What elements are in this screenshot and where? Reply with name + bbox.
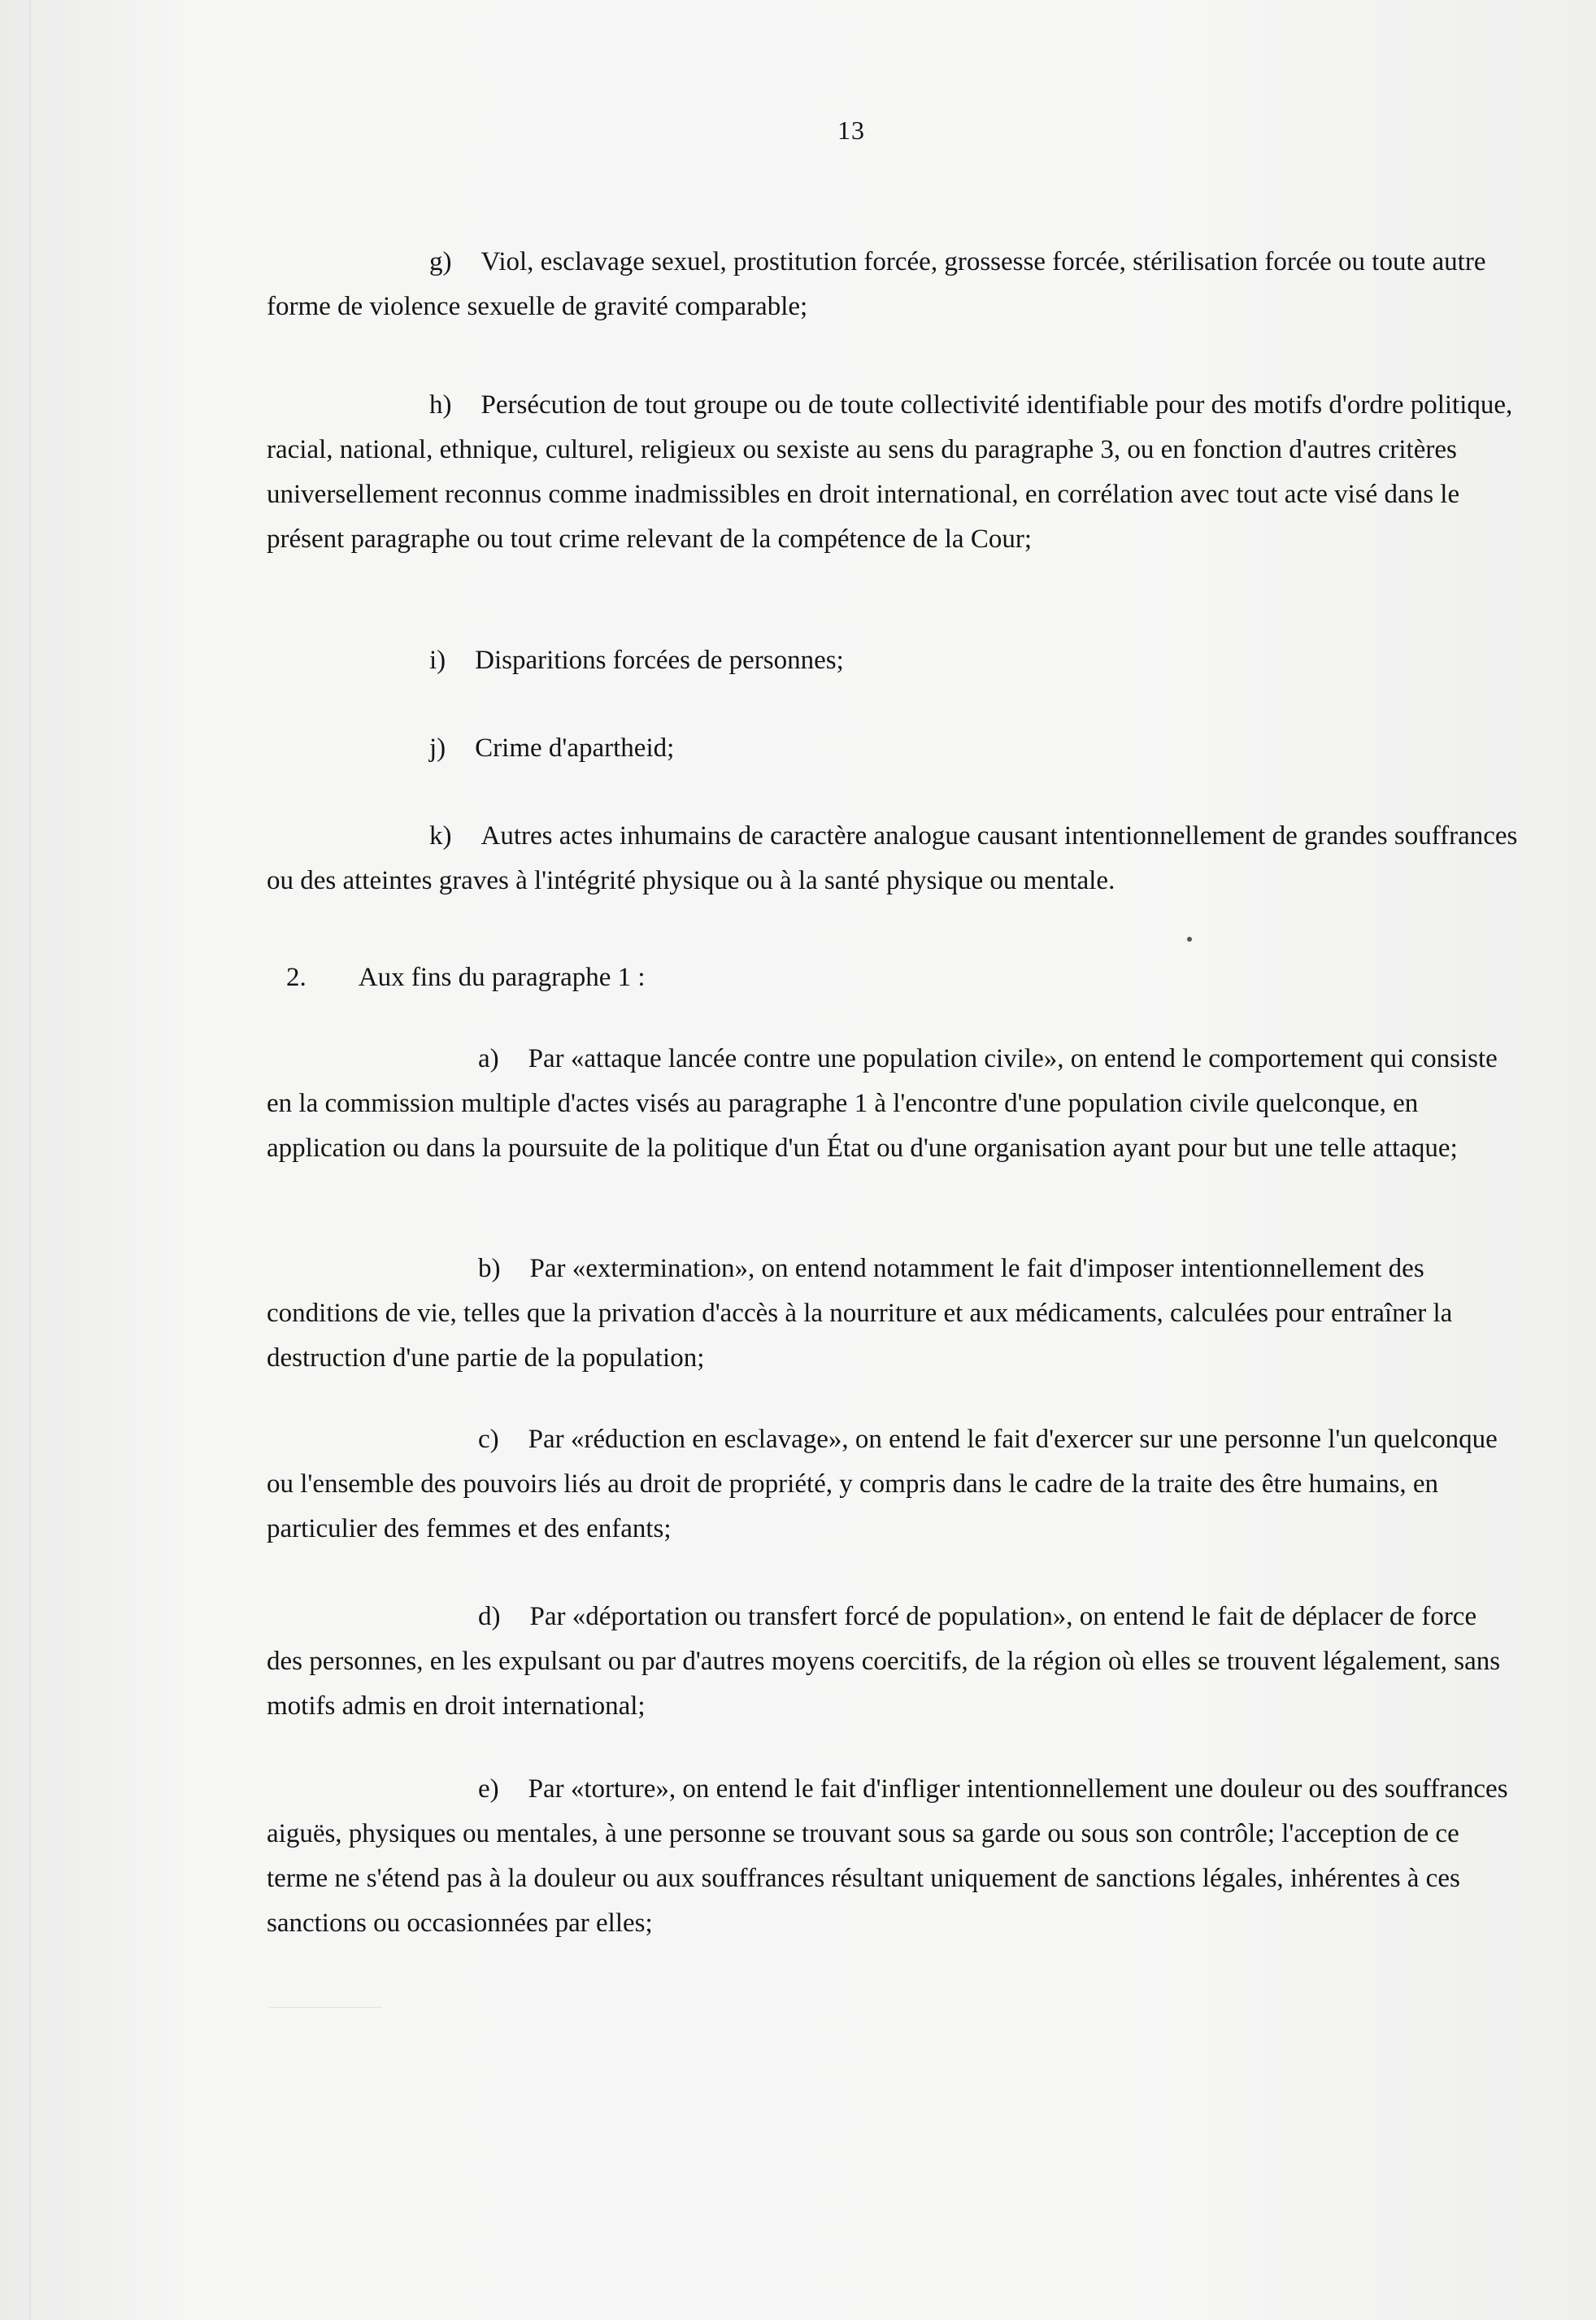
item-label: j) [429,733,446,763]
item-text: Par «extermination», on entend notamment le fait d'imposer intentionnellement des conditions de vie, telles que la privation d'accès à la nourriture et aux médicaments, calculées pour entraîner la destruction d'une partie de la population; [267,1254,1453,1373]
page-fold-shadow [29,0,32,2320]
paragraph-2-heading [267,955,1519,1000]
page-number: 13 [837,115,865,145]
item-text: Par «réduction en esclavage», on entend le fait d'exercer sur une personne l'un quelconque ou l'ensemble des pouvoirs liés au droit de propriété, y compris dans le cadre de la traite des être humains, en particulier des femmes et des enfants; [267,1425,1498,1543]
item-label: d) [478,1602,501,1631]
item-label: a) [478,1044,499,1073]
item-g [267,240,1519,329]
item-text: Disparitions forcées de personnes; [475,646,844,675]
item-label: 2. [286,963,307,992]
ink-dot [1187,937,1192,942]
item-label: c) [478,1425,499,1454]
faint-rule [268,2007,382,2008]
item-i [267,638,1519,683]
item-d [267,1595,1519,1729]
item-k [267,814,1519,903]
item-text: Par «déportation ou transfert forcé de population», on entend le fait de déplacer de force des personnes, en les expulsant ou par d'autres moyens coercitifs, de la région où elles se trouvent légalement, sans motifs admis en droit international; [267,1602,1501,1721]
item-label: h) [429,390,452,420]
item-label: g) [429,247,452,276]
item-text: Par «attaque lancée contre une population civile», on entend le comportement qui consiste en la commission multiple d'actes visés au paragraphe 1 à l'encontre d'une population civile quelconque, en application ou dans la poursuite de la politique d'un État ou d'une organisation ayant pour but une telle attaque; [267,1044,1498,1163]
item-label: i) [429,646,446,675]
item-j [267,726,1519,771]
item-c [267,1417,1519,1552]
item-text: Par «torture», on entend le fait d'infliger intentionnellement une douleur ou des souffrances aiguës, physiques ou mentales, à une personne se trouvant sous sa garde ou sous son contrôle; l'acception de ce terme ne s'étend pas à la douleur ou aux souffrances résultant uniquement de sanctions légales, inhérentes à ces sanctions ou occasionnées par elles; [267,1774,1508,1938]
item-b [267,1247,1519,1381]
item-text: Autres actes inhumains de caractère analogue causant intentionnellement de grandes souffrances ou des atteintes graves à l'intégrité physique ou à la santé physique ou mentale. [267,821,1518,895]
item-label: e) [478,1774,499,1804]
item-text: Viol, esclavage sexuel, prostitution forcée, grossesse forcée, stérilisation forcée ou toute autre forme de violence sexuelle de gravité comparable; [267,247,1486,321]
item-e [267,1767,1519,1946]
item-h [267,383,1519,562]
item-label: k) [429,821,452,851]
item-label: b) [478,1254,501,1283]
item-text: Crime d'apartheid; [475,733,675,763]
item-text: Persécution de tout groupe ou de toute collectivité identifiable pour des motifs d'ordre politique, racial, national, ethnique, culturel, religieux ou sexiste au sens du paragraphe 3, ou en fonction d'autres critères universellement reconnus comme inadmissibles en droit international, en corrélation avec tout acte visé dans le présent paragraphe ou tout crime relevant de la compétence de la Cour; [267,390,1513,554]
item-text: Aux fins du paragraphe 1 : [358,963,646,992]
item-a [267,1037,1519,1171]
